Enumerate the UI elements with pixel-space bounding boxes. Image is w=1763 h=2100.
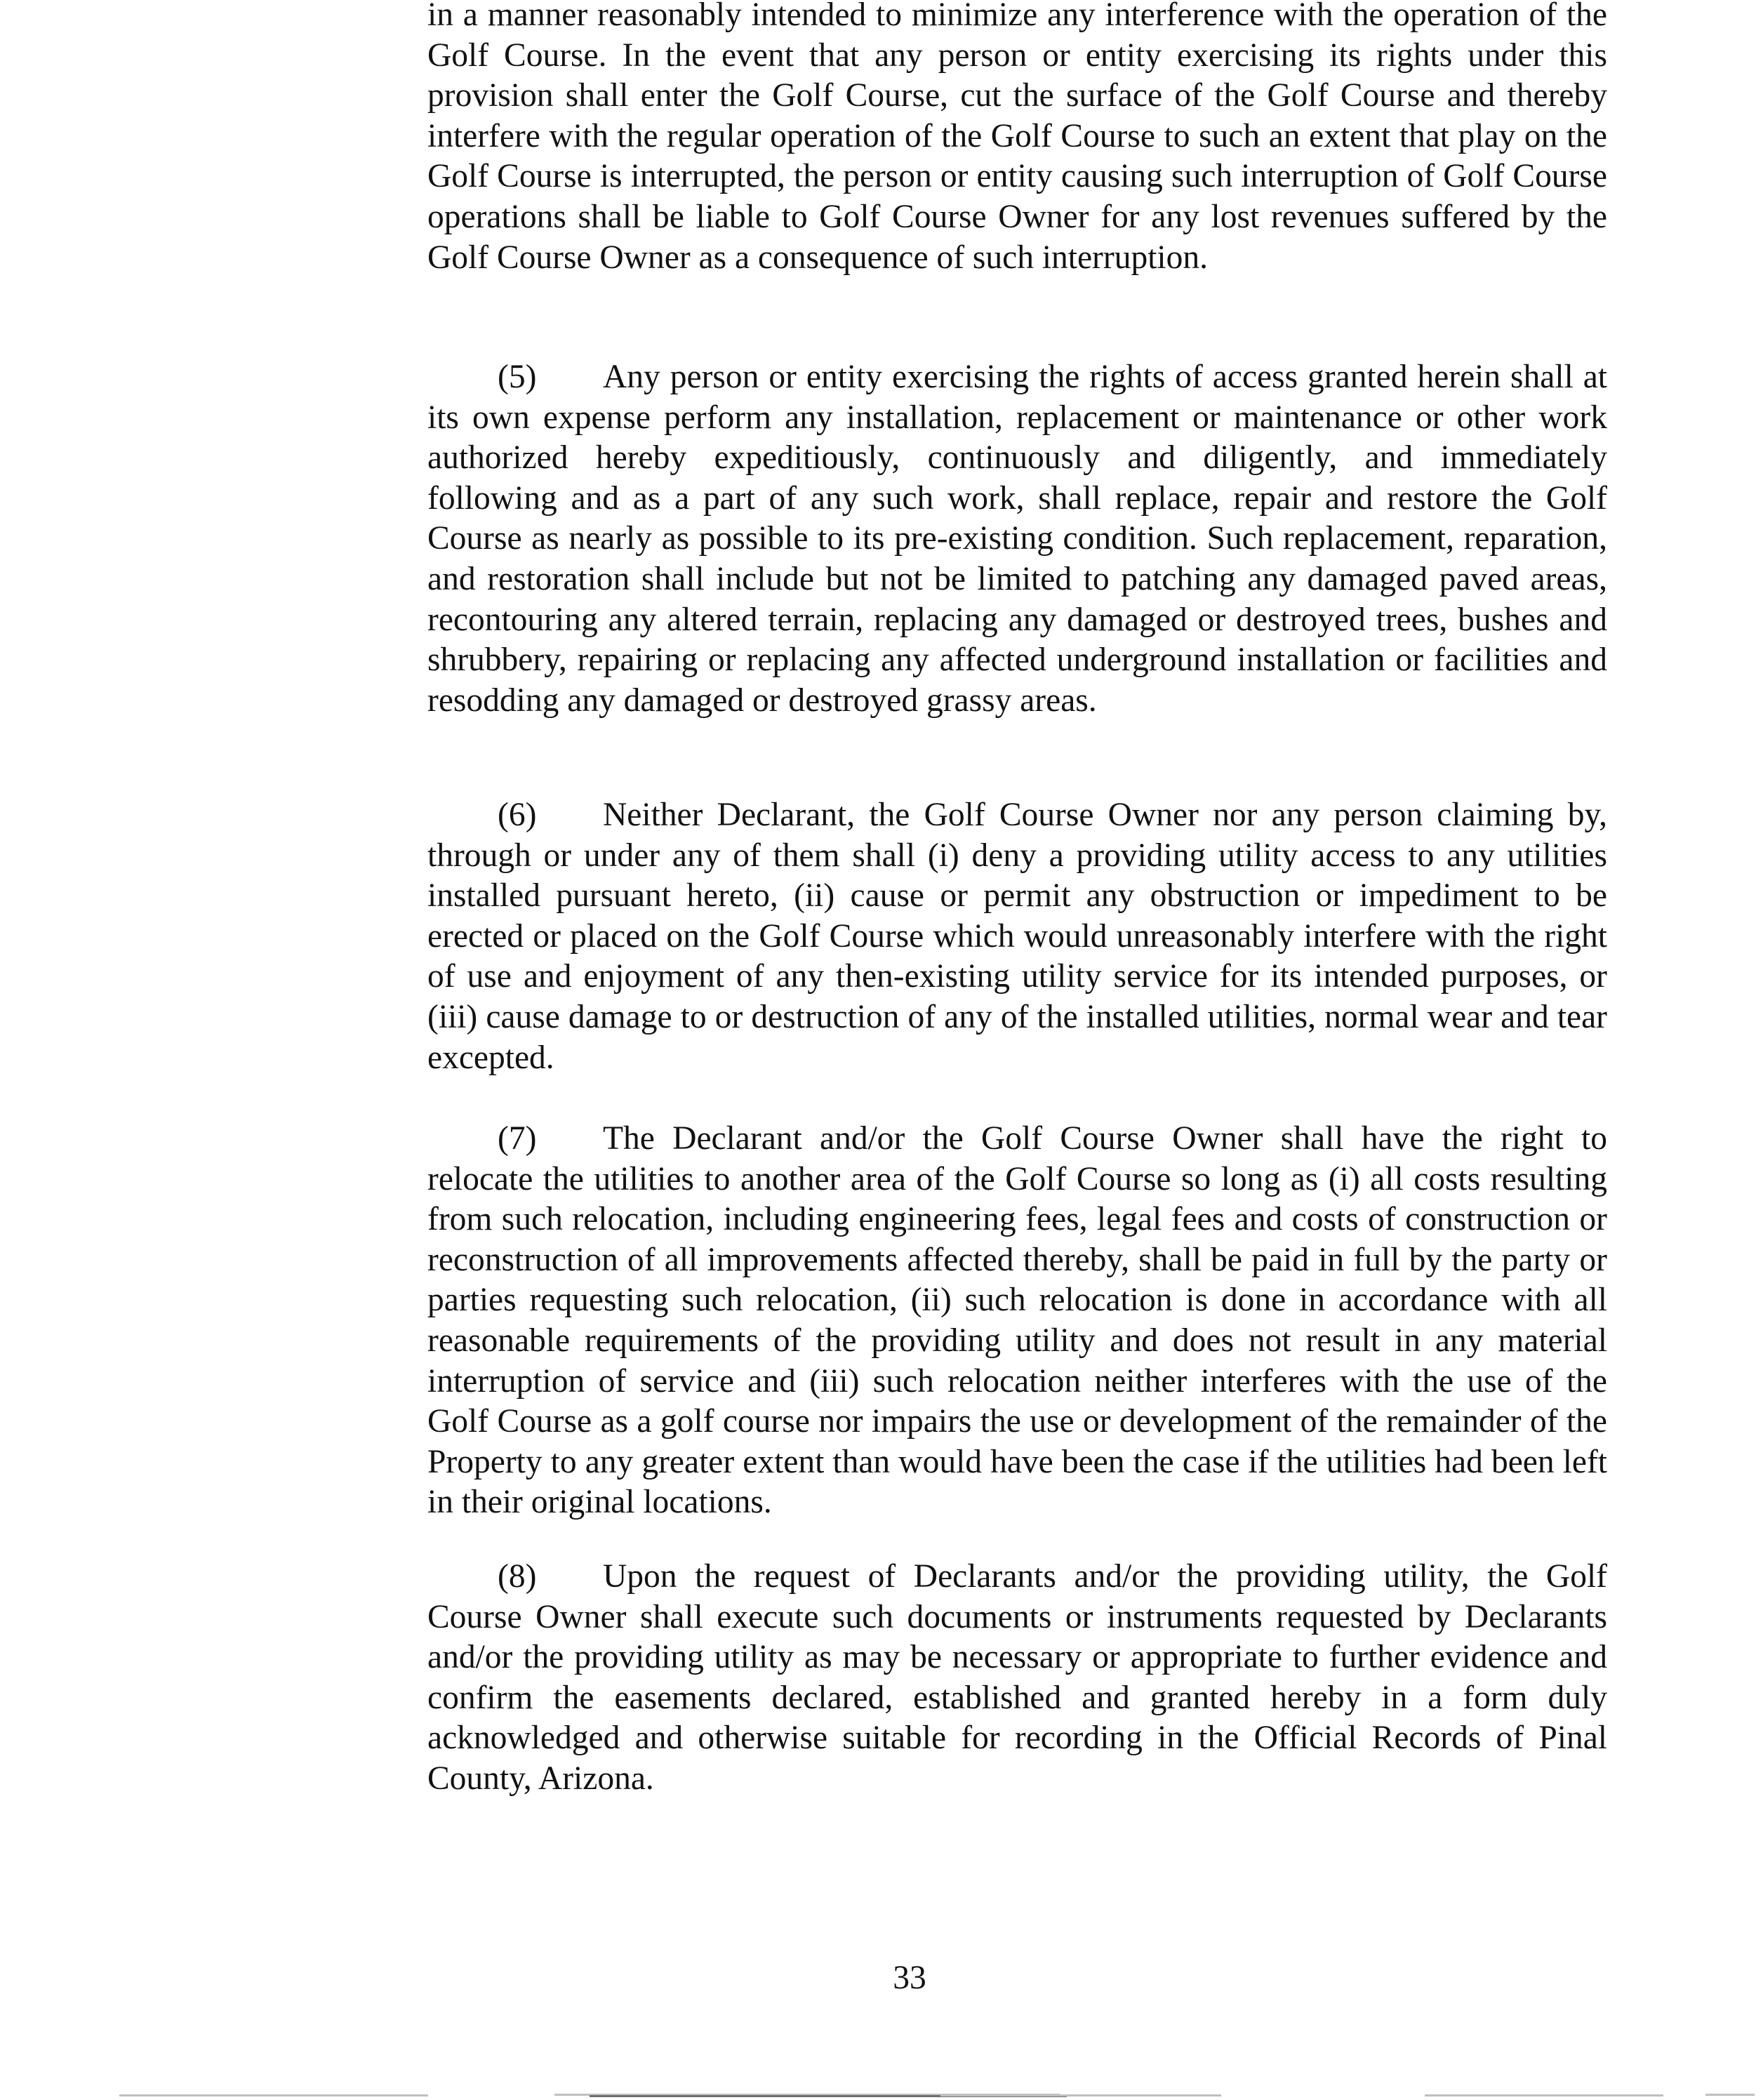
paragraph-continued-text: in a manner reasonably intended to minimize any interference with the operation of the Golf Course. In the event that any person or entity exercising its rights under this provision shall enter the Golf Course, cut the surface of the Golf Course and thereby interfere with the regular operation of the Golf Course to such an extent that play on the Golf Course is interrupted, the person or entity causing such interruption of Golf Course operations shall be liable to Golf Course Owner for any lost revenues suffered by the Golf Course Owner as a consequence of such interruption. — [427, 0, 1607, 276]
paragraph-8 — [427, 1557, 1607, 1800]
paragraph-7-text: The Declarant and/or the Golf Course Owner shall have the right to relocate the utilities to another area of the Golf Course so long as (i) all costs resulting from such relocation, including engineering fees, legal fees and costs of construction or reconstruction of all improvements affected thereby, shall be paid in full by the party or parties requesting such relocation, (ii) such relocation is done in accordance with all reasonable requirements of the providing utility and does not result in any material interruption of service and (iii) such relocation neither interferes with the use of the Golf Course as a golf course nor impairs the use or development of the remainder of the Property to any greater extent than would have been the case if the utilities had been left in their original locations. — [427, 1120, 1607, 1521]
scan-artifact-line — [1425, 2094, 1663, 2096]
paragraph-8-number: (8) — [498, 1558, 537, 1595]
paragraph-6 — [427, 795, 1607, 1078]
paragraph-8-text: Upon the request of Declarants and/or the providing utility, the Golf Course Owner shall execute such documents or instruments requested by Declarants and/or the providing utility as may be necessary or appropriate to further evidence and confirm the easements declared, established and granted hereby in a form duly acknowledged and otherwise suitable for recording in the Official Records of Pinal County, Arizona. — [427, 1558, 1607, 1797]
page-number: 33 — [893, 1960, 926, 1996]
paragraph-7-number: (7) — [498, 1120, 537, 1157]
paragraph-continued — [427, 0, 1607, 278]
scan-artifact-line — [940, 2094, 1221, 2096]
paragraph-6-number: (6) — [498, 797, 537, 833]
paragraph-5-number: (5) — [498, 359, 537, 395]
scan-artifact-line — [1705, 2094, 1755, 2096]
paragraph-7 — [427, 1119, 1607, 1523]
scan-artifact-line — [119, 2094, 428, 2096]
paragraph-5-text: Any person or entity exercising the rights of access granted herein shall at its own expense perform any installation, replacement or maintenance or other work authorized hereby expeditiously, continuously and diligently, and immediately following and as a part of any such work, shall replace, repair and restore the Golf Course as nearly as possible to its pre-existing condition. Such replacement, reparation, and restoration shall include but not be limited to patching any damaged paved areas, recontouring any altered terrain, replacing any damaged or destroyed trees, bushes and shrubbery, repairing or replacing any affected underground installation or facilities and resodding any damaged or destroyed grassy areas. — [427, 359, 1607, 719]
paragraph-5 — [427, 357, 1607, 721]
paragraph-6-text: Neither Declarant, the Golf Course Owner nor any person claiming by, through or under any of them shall (i) deny a providing utility access to any utilities installed pursuant hereto, (ii) cause or permit any obstruction or impediment to be erected or placed on the Golf Course which would unreasonably interfere with the right of use and enjoyment of any then-existing utility service for its intended purposes, or (iii) cause damage to or destruction of any of the installed utilities, normal wear and tear excepted. — [427, 797, 1607, 1076]
